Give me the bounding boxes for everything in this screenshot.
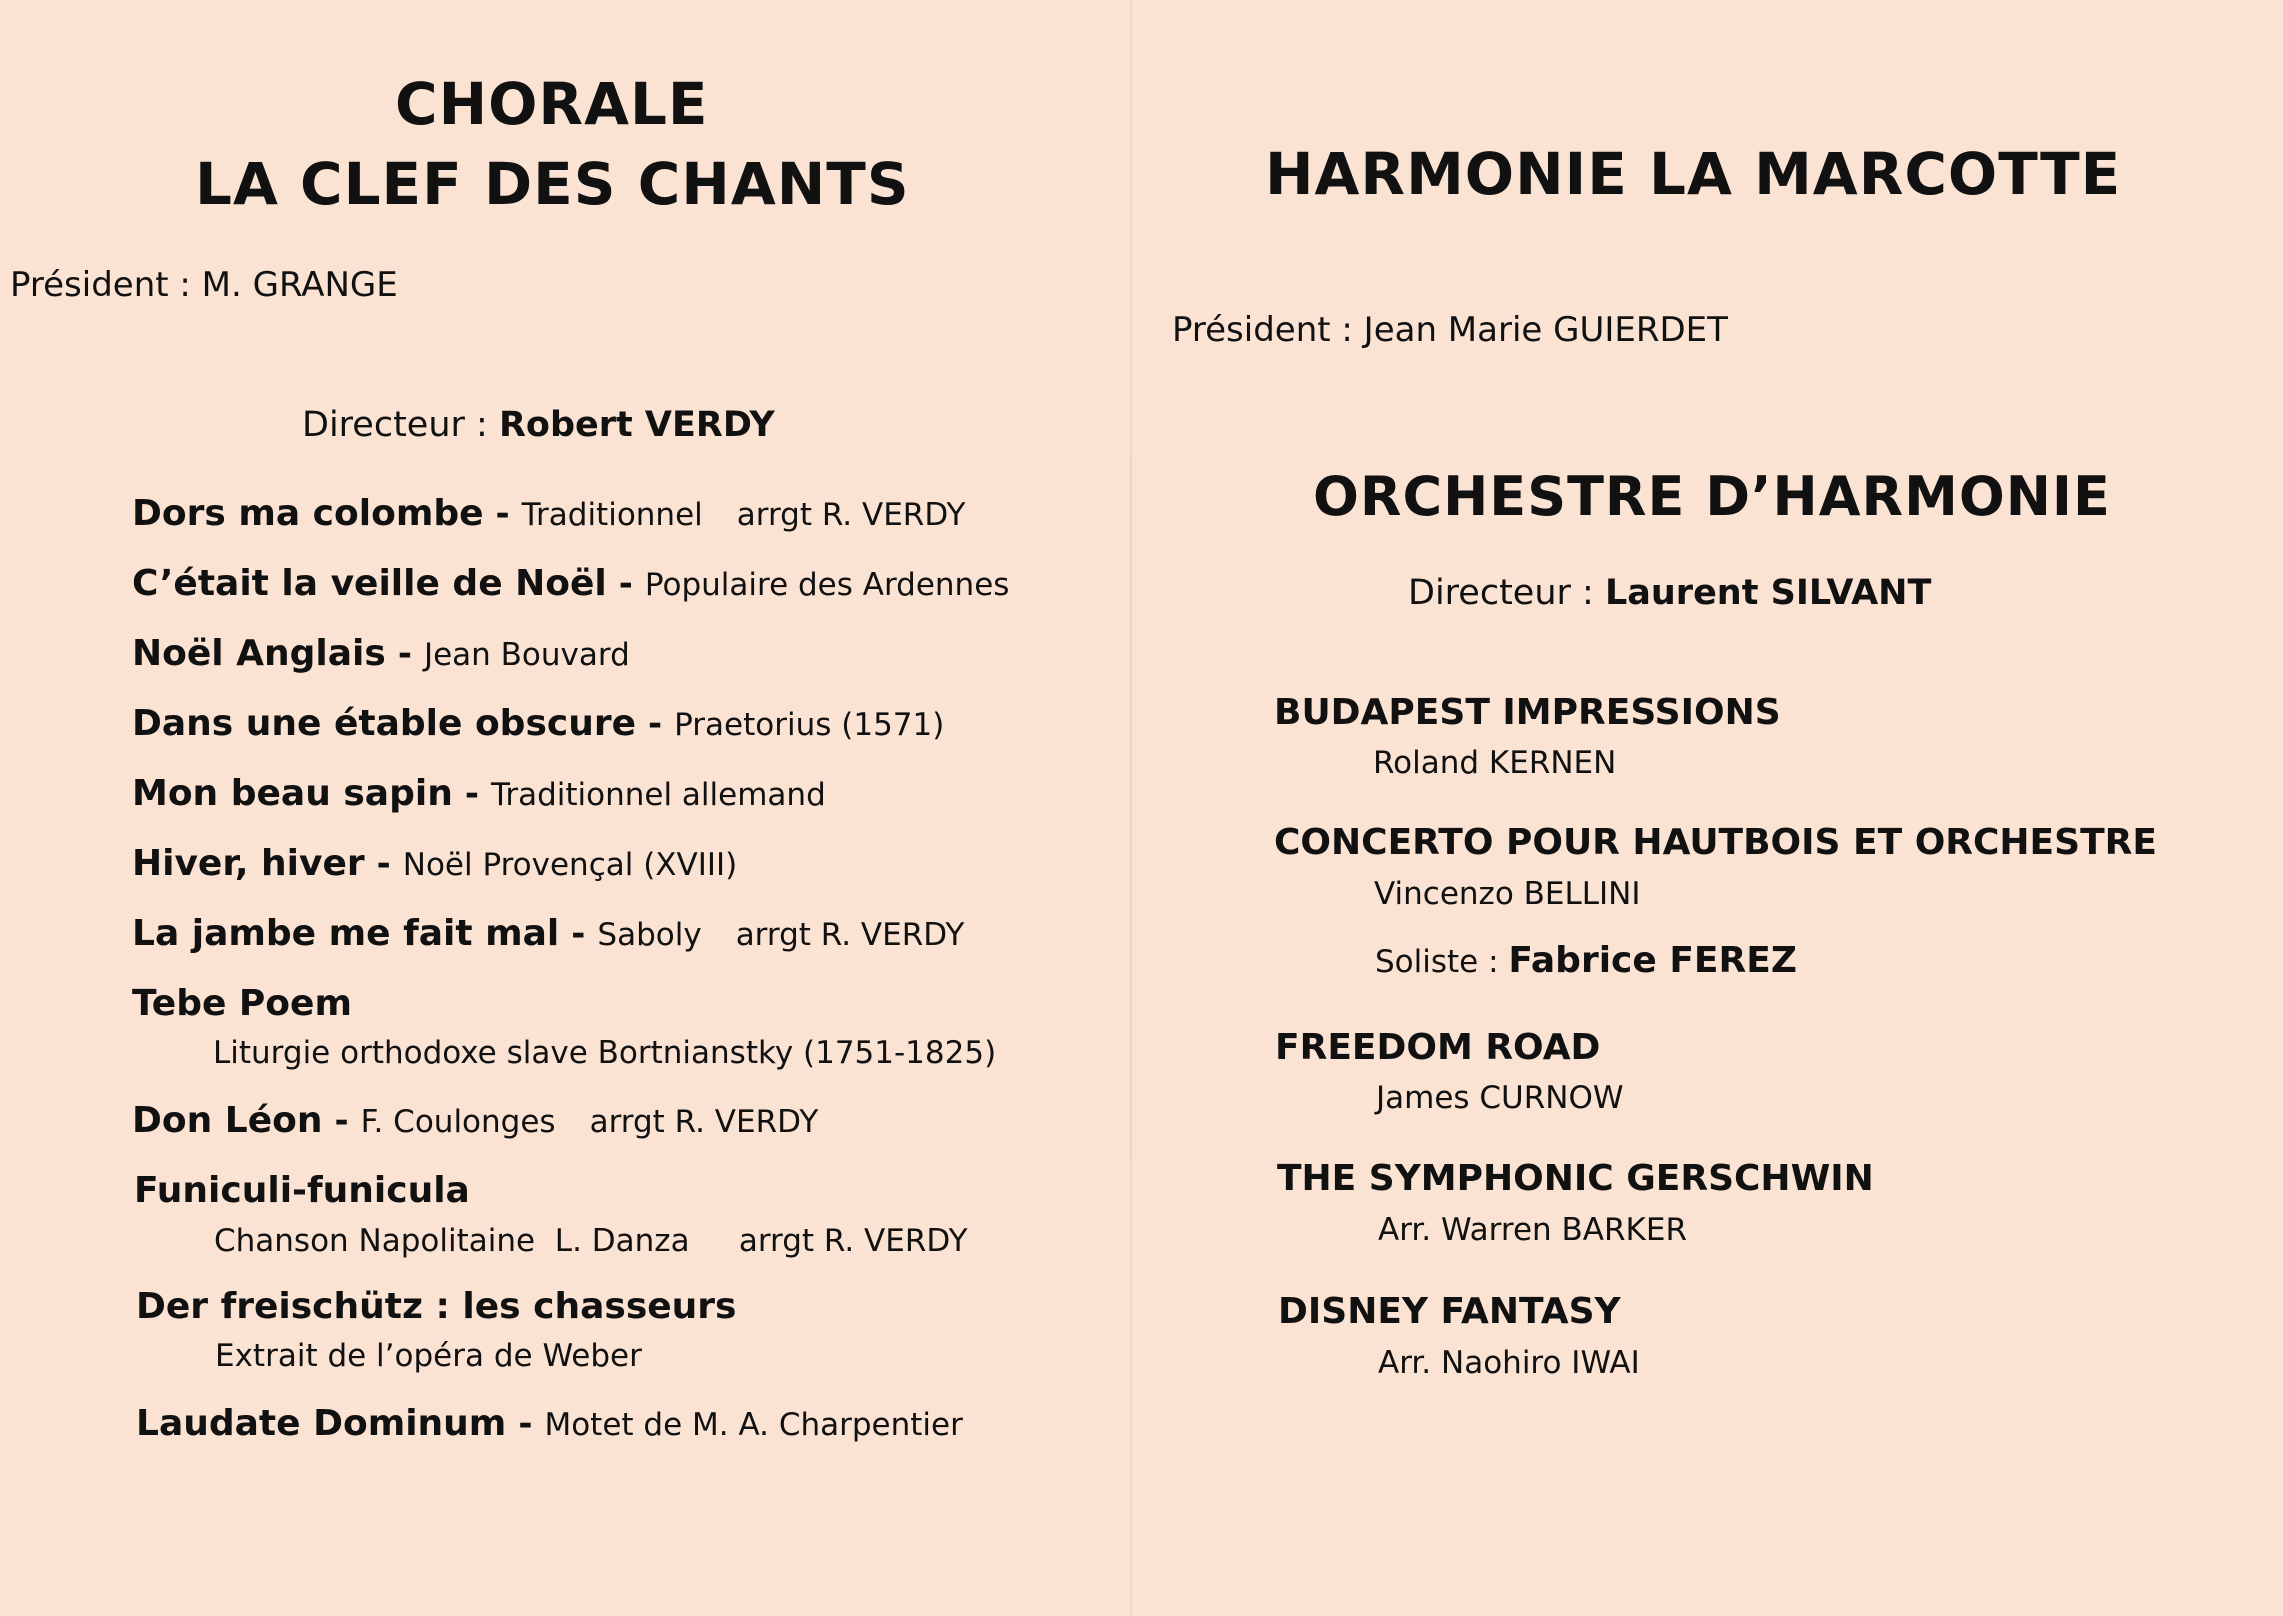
piece-separator: - <box>495 494 510 534</box>
piece-title: Noël Anglais <box>132 633 386 674</box>
piece-subtitle: Extrait de l’opéra de Weber <box>215 1338 642 1374</box>
piece-title: THE SYMPHONIC GERSCHWIN <box>1277 1158 1874 1199</box>
chorale-director <box>302 405 775 445</box>
piece-composer: Arr. Naohiro IWAI <box>1378 1345 1640 1381</box>
harmonie-title: HARMONIE LA MARCOTTE <box>1265 140 2122 208</box>
piece-item <box>132 493 965 534</box>
bleed-through <box>80 40 153 285</box>
piece-title: Dors ma colombe <box>132 493 484 534</box>
piece-title: Hiver, hiver <box>132 843 365 884</box>
president-label: Président : <box>1172 310 1353 350</box>
piece-item <box>136 1403 963 1444</box>
harmonie-president <box>1172 310 1728 350</box>
piece-title: Der freischütz : les chasseurs <box>136 1286 737 1327</box>
piece-composer: F. Coulonges <box>360 1104 556 1140</box>
piece-separator: - <box>571 914 586 954</box>
piece-item <box>134 1170 470 1211</box>
director-label: Directeur : <box>1408 573 1594 613</box>
piece-composer: Jean Bouvard <box>423 637 630 673</box>
soloist-label: Soliste : <box>1375 944 1499 980</box>
piece-item <box>132 563 1009 604</box>
soloist-name: Fabrice FEREZ <box>1508 940 1797 981</box>
piece-title: CONCERTO POUR HAUTBOIS ET ORCHESTRE <box>1274 822 2157 863</box>
chorale-president <box>10 265 398 305</box>
piece-composer: Praetorius (1571) <box>674 707 945 743</box>
piece-separator: - <box>397 634 412 674</box>
piece-item <box>136 1286 736 1327</box>
piece-separator: - <box>648 704 663 744</box>
piece-separator: - <box>618 564 633 604</box>
piece-composer: Motet de M. A. Charpentier <box>544 1407 963 1443</box>
piece-title: La jambe me fait mal <box>132 913 560 954</box>
piece-item <box>132 913 964 954</box>
piece-item <box>132 843 737 884</box>
piece-composer: Noël Provençal (XVIII) <box>402 847 738 883</box>
chorale-panel <box>0 0 1130 1616</box>
orchestra-title: ORCHESTRE D’HARMONIE <box>1313 465 2111 528</box>
piece-separator: - <box>518 1404 533 1444</box>
piece-item <box>132 703 944 744</box>
piece-title: Don Léon <box>132 1100 323 1141</box>
chorale-title-line1: CHORALE <box>395 70 709 138</box>
piece-title: Mon beau sapin <box>132 773 453 814</box>
harmonie-panel <box>1130 0 2283 1616</box>
piece-composer: Vincenzo BELLINI <box>1374 876 1641 912</box>
piece-title: Funiculi-funicula <box>134 1170 470 1211</box>
piece-title: DISNEY FANTASY <box>1278 1291 1621 1332</box>
piece-title: Tebe Poem <box>132 983 352 1024</box>
piece-arrangement: arrgt R. VERDY <box>735 917 965 953</box>
director-label: Directeur : <box>302 405 488 445</box>
piece-title: Laudate Dominum <box>136 1403 507 1444</box>
piece-item <box>132 1100 818 1141</box>
president-name: M. GRANGE <box>201 265 398 305</box>
chorale-title-line2: LA CLEF DES CHANTS <box>195 150 910 218</box>
piece-subtitle: Chanson Napolitaine L. Danza arrgt R. VERDY <box>214 1223 968 1259</box>
piece-title: FREEDOM ROAD <box>1275 1027 1601 1068</box>
piece-title: C’était la veille de Noël <box>132 563 607 604</box>
piece-subtitle: Liturgie orthodoxe slave Bortnianstky (1751-1825) <box>213 1035 997 1071</box>
piece-composer: Populaire des Ardennes <box>644 567 1010 603</box>
piece-title: Dans une étable obscure <box>132 703 637 744</box>
piece-composer: Traditionnel allemand <box>490 777 826 813</box>
director-name: Laurent SILVANT <box>1604 573 1932 613</box>
soloist <box>1375 940 1797 981</box>
director-name: Robert VERDY <box>498 405 775 445</box>
piece-item <box>132 773 826 814</box>
piece-separator: - <box>376 844 391 884</box>
piece-composer: Saboly <box>597 917 702 953</box>
president-label: Président : <box>10 265 191 305</box>
piece-composer: Arr. Warren BARKER <box>1378 1212 1687 1248</box>
harmonie-director <box>1408 573 1931 613</box>
piece-title: BUDAPEST IMPRESSIONS <box>1274 692 1781 733</box>
piece-item <box>132 633 630 674</box>
piece-item <box>132 983 352 1024</box>
piece-arrangement: arrgt R. VERDY <box>589 1104 819 1140</box>
piece-composer: Roland KERNEN <box>1373 745 1617 781</box>
president-name: Jean Marie GUIERDET <box>1363 310 1728 350</box>
piece-composer: Traditionnel <box>521 497 703 533</box>
piece-separator: - <box>334 1101 349 1141</box>
piece-composer: James CURNOW <box>1376 1080 1624 1116</box>
piece-arrangement: arrgt R. VERDY <box>736 497 966 533</box>
piece-separator: - <box>464 774 479 814</box>
